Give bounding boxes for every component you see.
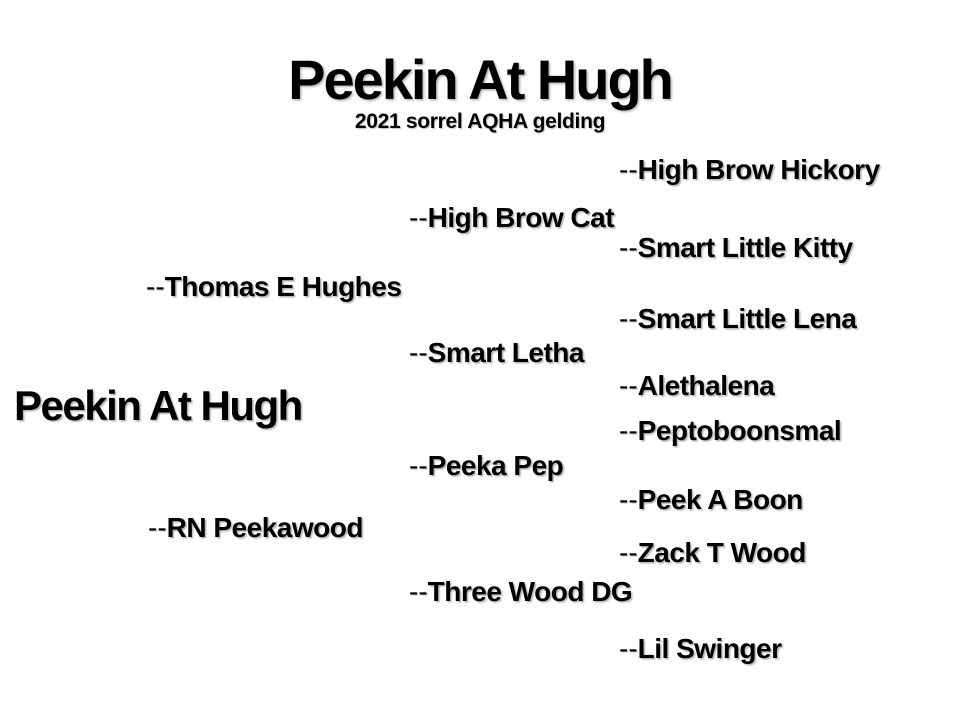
entry-gen2-1 [409, 204, 614, 232]
entry-gen3-8 [619, 635, 782, 663]
dash-prefix: -- [619, 232, 638, 263]
horse-name: Smart Little Kitty [637, 232, 853, 263]
dash-prefix: -- [148, 512, 167, 543]
dash-prefix: -- [619, 370, 638, 401]
dash-prefix: -- [409, 450, 428, 481]
horse-name: Thomas E Hughes [164, 271, 402, 302]
entry-gen3-2 [619, 234, 853, 262]
horse-name: High Brow Hickory [637, 154, 880, 185]
entry-gen3-6 [619, 486, 803, 514]
dash-prefix: -- [619, 537, 638, 568]
horse-name: Peek A Boon [637, 484, 803, 515]
entry-gen3-4 [619, 372, 774, 400]
dash-prefix: -- [409, 202, 428, 233]
horse-name: Zack T Wood [637, 537, 806, 568]
slide-subtitle: 2021 sorrel AQHA gelding [354, 110, 606, 133]
horse-name: Peptoboonsmal [637, 415, 842, 446]
subject-horse-name: Peekin At Hugh [14, 382, 302, 429]
slide-title: Peekin At Hugh [288, 48, 672, 111]
entry-gen2-4 [409, 578, 632, 606]
dash-prefix: -- [619, 154, 638, 185]
dash-prefix: -- [409, 337, 428, 368]
entry-gen1-dam [148, 514, 363, 542]
horse-name: RN Peekawood [166, 512, 363, 543]
horse-name: Smart Letha [427, 337, 584, 368]
dash-prefix: -- [146, 271, 165, 302]
horse-name: Three Wood DG [427, 576, 633, 607]
horse-name: Alethalena [637, 370, 775, 401]
horse-name: Lil Swinger [637, 633, 782, 664]
dash-prefix: -- [409, 576, 428, 607]
entry-gen3-7 [619, 539, 806, 567]
entry-subject [14, 382, 302, 429]
dash-prefix: -- [619, 484, 638, 515]
horse-name: High Brow Cat [427, 202, 615, 233]
entry-gen1-sire [146, 273, 401, 301]
entry-gen2-3 [409, 452, 563, 480]
horse-name: Smart Little Lena [637, 303, 857, 334]
entry-gen3-5 [619, 417, 841, 445]
dash-prefix: -- [619, 415, 638, 446]
entry-gen2-2 [409, 339, 584, 367]
entry-gen3-3 [619, 305, 856, 333]
dash-prefix: -- [619, 303, 638, 334]
horse-name: Peeka Pep [427, 450, 564, 481]
entry-gen3-1 [619, 156, 880, 184]
dash-prefix: -- [619, 633, 638, 664]
